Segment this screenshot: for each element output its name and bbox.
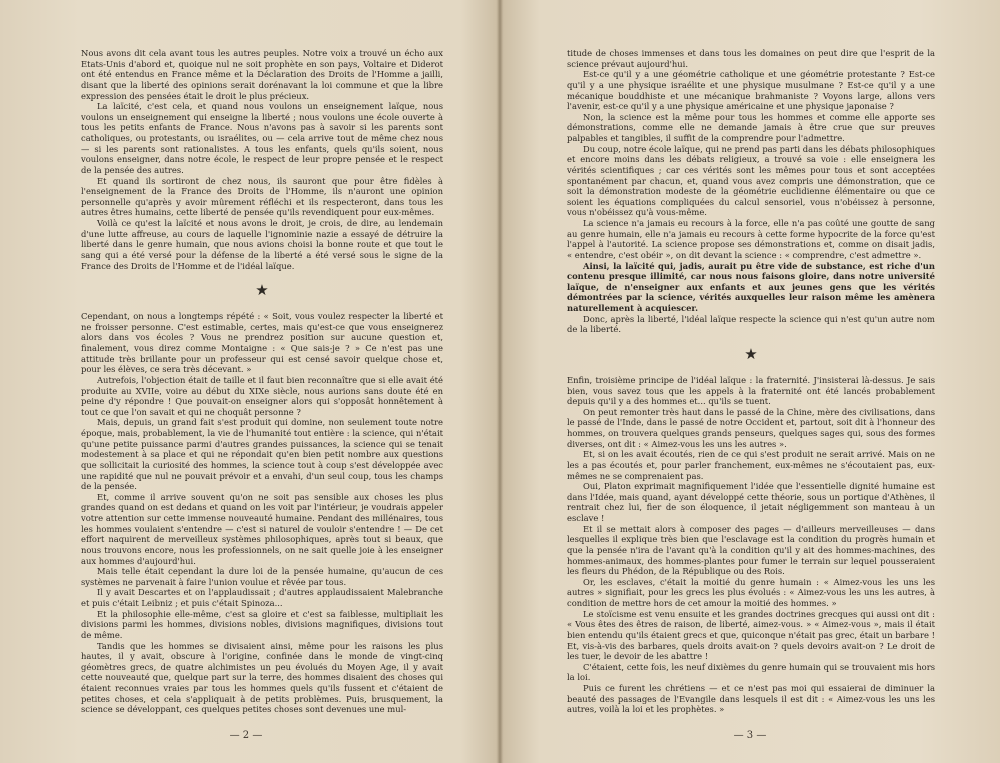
page-number: — 3 —: [733, 730, 767, 741]
paragraph: Et, comme il arrive souvent qu'on ne soit pas sensible aux choses les plus grandes quand on est dedans et quand on les voit par l'intérieur, je voudrais appeler votre attention sur cette immense nouveauté humaine. Pendant des millénaires, tous les hommes voulaient s'entendre — c'est si naturel de vouloir s'entendre ! — De cet effort naquirent de merveilleux systèmes philosophiques, après tout si beaux, que nous trouvons encore, nous les professionnels, on ne sait quelle joie à les enseigner aux hommes d'aujourd'hui.: [81, 491, 443, 566]
paragraph: Il y avait Descartes et on l'applaudissait ; d'autres applaudissaient Malebranche et puis c'était Leibniz ; et puis c'était Spinoza...: [81, 587, 443, 608]
paragraph: Oui, Platon exprimait magnifiquement l'idée que l'essentielle dignité humaine est dans l'Idée, mais quand, ayant développé cette théorie, sous un portique d'Athènes, il rentrait chez lui, fier de son éloquence, il jetait négligemment son manteau à un esclave !: [567, 481, 935, 523]
paragraph: Et il se mettait alors à composer des pages — d'ailleurs merveilleuses — dans lesquelles il explique très bien que l'esclavage est la condition du progrès humain et que la pensée n'ira de l'avant qu'à la condition qu'il y ait des hommes-machines, des hommes-animaux, des hommes-plantes pour fumer le terrain sur lequel pousseraient les fleurs du Phédon, de la République ou des Rois.: [567, 523, 935, 577]
paragraph: La laïcité, c'est cela, et quand nous voulons un enseignement laïque, nous voulons un enseignement qui enseigne la liberté ; nous voulons une école ouverte à tous les petits enfants de France. Nous n'avons pas à savoir si les parents sont catholiques, ou protestants, ou israélites, ou — cela arrive tout de même chez nous — si les parents sont rationalistes. A tous les enfants, quels qu'ils soient, nous voulons enseigner, dans notre école, le respect de leur propre pensée et le respect de la pensée des autres.: [81, 101, 443, 175]
paragraph: On peut remonter très haut dans le passé de la Chine, mère des civilisations, dans le passé de l'Inde, dans le passé de notre Occident et, partout, soit dit à l'honneur des hommes, on trouvera quelques grands penseurs, quelques sages qui, sous des formes diverses, ont dit : « Aimez-vous les uns les autres ».: [567, 406, 935, 449]
paragraph: titude de choses immenses et dans tous les domaines on peut dire que l'esprit de la science prévaut aujourd'hui.: [567, 48, 935, 69]
paragraph: Or, les esclaves, c'était la moitié du genre humain : « Aimez-vous les uns les autres » signifiait, pour les grecs les plus évolués : « Aimez-vous les uns les autres, à condition de mettre hors de cet amour la moitié des hommes. »: [567, 576, 935, 608]
page-number: — 2 —: [229, 730, 263, 741]
paragraph: Mais telle était cependant la dure loi de la pensée humaine, qu'aucun de ces systèmes ne parvenait à faire l'union voulue et rêvée par tous.: [81, 566, 443, 587]
paragraph: Non, la science est la même pour tous les hommes et comme elle apporte ses démonstrations, comme elle ne demande jamais à être crue que sur preuves palpables et tangibles, il suffit de la comprendre pour l'admettre.: [567, 111, 935, 143]
paragraph: Enfin, troisième principe de l'idéal laïque : la fraternité. J'insisterai là-dessus. Je sais bien, vous savez tous que les appels à la fraternité ont été lancés probablement depuis qu'il y a des hommes et... qu'ils se tuent.: [567, 374, 935, 407]
paragraph: Nous avons dit cela avant tous les autres peuples. Notre voix a trouvé un écho aux Etats-Unis d'abord et, quoique nul ne soit prophète en son pays, Voltaire et Diderot ont été entendus en France même et la Déclaration des Droits de l'Homme a jailli, disant que la liberté des opinions serait dorénavant la loi commune et que la libre expression des pensées était le droit le plus précieux.: [81, 48, 443, 101]
paragraph: Est-ce qu'il y a une géométrie catholique et une géométrie protestante ? Est-ce qu'il y a une physique israélite et une physique musulmane ? Est-ce qu'il y a une mécanique bouddhiste et une mécanique brahmaniste ? Voyons large, allons vers l'avenir, est-ce qu'il y a une physique américaine et une physique japonaise ?: [567, 69, 935, 112]
paragraph: Autrefois, l'objection était de taille et il faut bien reconnaître que si elle avait été produite au XVIIe, voire au début du XIXe siècle, nous aurions sans doute été en peine d'y répondre ! Que pouvait-on enseigner alors qui s'opposât honnêtement à tout ce que l'on savait et qui ne choquât personne ?: [81, 374, 443, 417]
paragraph: Voilà ce qu'est la laïcité et nous avons le droit, je crois, de dire, au lendemain d'une lutte affreuse, au cours de laquelle l'ignominie nazie a essayé de détruire la liberté dans le genre humain, que nous avions choisi la bonne route et que tout le sang qui a été versé pour la défense de la liberté a été versé sous le signe de la France des Droits de l'Homme et de l'idéal laïque.: [81, 218, 443, 271]
paragraph: Et, si on les avait écoutés, rien de ce qui s'est produit ne serait arrivé. Mais on ne les a pas écoutés et, pour parler franchement, eux-mêmes ne s'écoutaient pas, eux-mêmes ne se comprenaient pas.: [567, 449, 935, 481]
right-page: [567, 48, 935, 738]
paragraph: Et quand ils sortiront de chez nous, ils sauront que pour être fidèles à l'enseignement de la France des Droits de l'Homme, ils n'auront une opinion personnelle qu'après y avoir mûrement réfléchi et ils respecteront, dans tous les autres êtres humains, cette liberté de pensée qu'ils revendiquent pour eux-mêmes.: [81, 175, 443, 218]
book-spine: [497, 0, 503, 763]
paragraph: Cependant, on nous a longtemps répété : « Soit, vous voulez respecter la liberté et ne froisser personne. C'est estimable, certes, mais qu'est-ce que vous enseignerez alors dans vos écoles ? Vous ne prendrez position sur aucune question et, finalement, vous direz comme Montaigne : « Que sais-je ? » Ce n'est pas une attitude très brillante pour un professeur qui est censé savoir quelque chose et, pour les élèves, ce sera très décevant. »: [81, 311, 443, 375]
paragraph: Du coup, notre école laïque, qui ne prend pas parti dans les débats philosophiques et encore moins dans les débats religieux, a trouvé sa voie : elle enseignera les vérités scientifiques ; car ces vérités sont les mêmes pour tous et sont acceptées spontanément par chacun, et, quand vous avez compris une démonstration, que ce soit la démonstration modeste de la géométrie euclidienne élémentaire ou que ce soient les équations compliquées du calcul sensoriel, vous n'obéissez à personne, vous n'obéissez qu'à vous-même.: [567, 143, 935, 218]
paragraph: C'étaient, cette fois, les neuf dixièmes du genre humain qui se trouvaient mis hors la loi.: [567, 661, 935, 683]
star-ornament: ★: [744, 344, 758, 363]
paragraph-bold: Ainsi, la laïcité qui, jadis, aurait pu être vide de substance, est riche d'un contenu presque illimité, car nous nous faisons gloire, dans notre université laïque, de n'enseigner aux enfants et aux jeunes gens que les vérités démontrées par la science, vérités auxquelles leur raison même les amènera naturellement à acquiescer.: [567, 260, 935, 313]
left-page: [81, 48, 443, 738]
paragraph: Le stoïcisme est venu ensuite et les grandes doctrines grecques qui aussi ont dit : « Vous êtes des êtres de raison, de liberté, aimez-vous. » « Aimez-vous », mais il était bien entendu qu'ils étaient grecs et que, quiconque n'était pas grec, était un barbare ! Et, vis-à-vis des barbares, quels droits avait-on ? quels devoirs avait-on ? Le droit de les tuer, le devoir de les abattre !: [567, 608, 935, 662]
paragraph: Et la philosophie elle-même, c'est sa gloire et c'est sa faiblesse, multipliait les divisions parmi les hommes, divisions nobles, divisions magnifiques, divisions tout de même.: [81, 608, 443, 640]
paragraph: La science n'a jamais eu recours à la force, elle n'a pas coûté une goutte de sang au genre humain, elle n'a jamais eu recours à cette forme hypocrite de la force qu'est l'appel à l'autorité. La science propose ses démonstrations et, comme on disait jadis, « entendre, c'est obéir », on dit devant la science : « comprendre, c'est admettre ».: [567, 218, 935, 260]
paragraph: Tandis que les hommes se divisaient ainsi, même pour les raisons les plus hautes, il y avait, obscure à l'origine, confinée dans le monde de vingt-cinq géomètres grecs, de quatre alchimistes un peu évolués du Moyen Age, il y avait cette nouveauté que, quelque part sur la terre, des hommes disaient des choses qui étaient reconnues vraies par tous les hommes quels qu'ils fussent et c'étaient de petites choses, et cela s'appliquait à de petits problèmes. Puis, brusquement, la science se développant, ces quelques petites choses sont devenues une mul-: [81, 640, 443, 715]
paragraph: Mais, depuis, un grand fait s'est produit qui domine, non seulement toute notre époque, mais, probablement, la vie de l'humanité tout entière : la science, qui n'était qu'une petite puissance parmi d'autres grandes puissances, la science qui se tenait modestement à sa place et qui ne répondait qu'en bien petit nombre aux questions que sollicitait la curiosité des hommes, la science tout à coup s'est développée avec une rapidité que nul ne pouvait prévoir et a envahi, d'un seul coup, tous les champs de la pensée.: [81, 417, 443, 492]
paragraph: Puis ce furent les chrétiens — et ce n'est pas moi qui essaierai de diminuer la beauté des passages de l'Evangile dans lesquels il est dit : « Aimez-vous les uns les autres, voilà la loi et les prophètes. »: [567, 683, 935, 715]
paragraph: Donc, après la liberté, l'idéal laïque respecte la science qui n'est qu'un autre nom de la liberté.: [567, 313, 935, 335]
star-ornament: ★: [255, 281, 269, 300]
